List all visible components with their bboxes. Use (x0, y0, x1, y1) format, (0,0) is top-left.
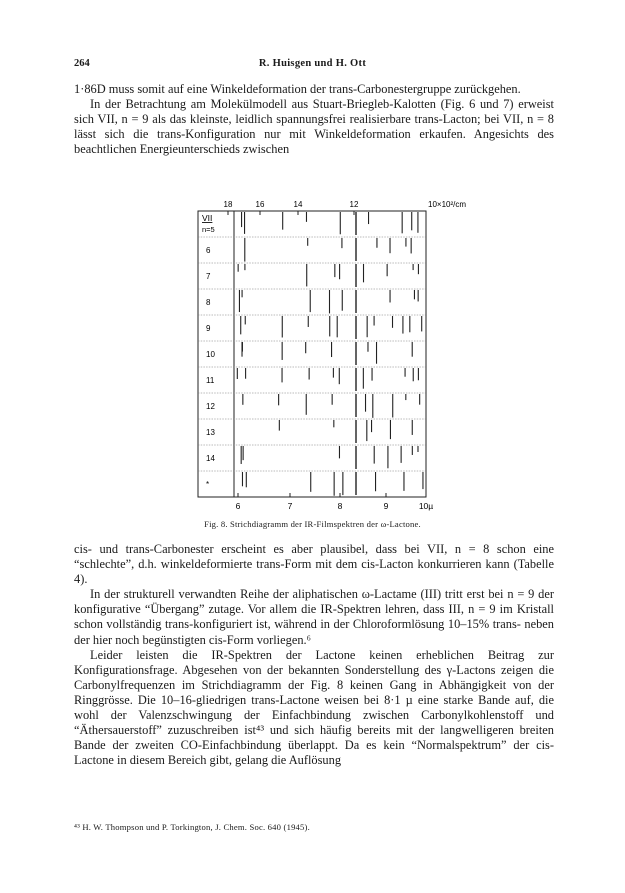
bottom-axis-tick-label: 10µ (418, 501, 434, 511)
row-label: 7 (206, 272, 211, 281)
row-label: 11 (206, 376, 215, 385)
top-axis-tick-label: 14 (293, 200, 303, 209)
bottom-axis-tick-label: 9 (383, 501, 389, 511)
top-axis-tick-label: 16 (255, 200, 265, 209)
row-label: * (206, 480, 210, 489)
row-label: 9 (206, 324, 211, 333)
row-label: 6 (206, 246, 211, 255)
bottom-axis-tick-label: 7 (287, 501, 293, 511)
bottom-axis-tick-label: 8 (337, 501, 343, 511)
ir-line-diagram (190, 197, 480, 517)
row-label: VII (202, 213, 213, 223)
footnote: ⁴³ H. W. Thompson und P. Torkington, J. Chem. Soc. 640 (1945). (74, 822, 310, 832)
figure-caption: Fig. 8. Strichdiagramm der IR-Filmspektren der ω-Lactone. (204, 519, 421, 529)
body-text-bottom (74, 542, 554, 768)
top-axis-tick-label: 12 (349, 200, 359, 209)
row-label: 14 (206, 454, 215, 463)
row-label: n=5 (202, 225, 215, 234)
row-label: 12 (206, 402, 215, 411)
body-text-top (74, 82, 554, 157)
row-label: 8 (206, 298, 211, 307)
top-axis-unit: 10×10²/cm (428, 200, 467, 209)
paragraph-3: cis- und trans-Carbonester erscheint es aber plausibel, dass bei VII, n = 8 schon eine “schlechte”, d.h. winkeldeformierte trans-Form mit dem cis-Lacton konkurrieren kann (Tabelle 4). (74, 542, 554, 587)
paragraph-4: In der strukturell verwandten Reihe der aliphatischen ω-Lactame (III) tritt erst bei n = 9 der konfigurative “Übergang” zutage. Vor allem die IR-Spektren lehren, dass III, n = 9 im Kristall schon vollständig trans-konfiguriert ist, während in der Chloroformlösung 10–15% trans- neben der hier noch begünstigten cis-Form vorliegen.⁶ (74, 587, 554, 647)
top-axis-tick-label: 18 (223, 200, 233, 209)
page-number: 264 (74, 58, 90, 69)
paragraph-2: In der Betrachtung am Molekülmodell aus Stuart-Briegleb-Kalotten (Fig. 6 und 7) erweist sich VII, n = 9 als das kleinste, leidlich spannungsfrei realisierbare trans-Lacton; bei VII, n = 8 lässt sich die trans-Konfiguration nur mit Winkeldeformation erkaufen. Angesichts des beachtlichen Energieunterschieds zwischen (74, 97, 554, 157)
running-header-authors: R. Huisgen und H. Ott (258, 58, 367, 69)
row-label: 13 (206, 428, 215, 437)
bottom-axis-tick-label: 6 (235, 501, 241, 511)
diagram-frame (198, 211, 426, 497)
paragraph-5: Leider leisten die IR-Spektren der Lactone keinen erheblichen Beitrag zur Konfigurationsfrage. Abgesehen von der bekannten Sonderstellung des γ-Lactons zeigen die Carbonylfrequenzen im Strichdiagramm der Fig. 8 keinen Gang in Abhängigkeit von der Ringgrösse. Die 10–16-gliedrigen trans-Lactone weisen bei 8·1 µ eine starke Bande auf, die wohl der Valenzschwingung der Einfachbindung zwischen Carbonylkohlenstoff und “Äthersauerstoff” zuzuschreiben ist⁴³ und sich häufig bereits mit der langwelligeren breiten Bande der zweiten CO-Einfachbindung überlappt. Da es kein “Normalspektrum” der cis-Lactone in diesem Bereich gibt, gelang die Auflösung (74, 647, 554, 768)
ir-line-diagram-figure (190, 197, 480, 517)
row-label: 10 (206, 350, 215, 359)
paragraph-1: 1·86D muss somit auf eine Winkeldeformation der trans-Carbonestergruppe zurückgehen. (74, 82, 521, 96)
